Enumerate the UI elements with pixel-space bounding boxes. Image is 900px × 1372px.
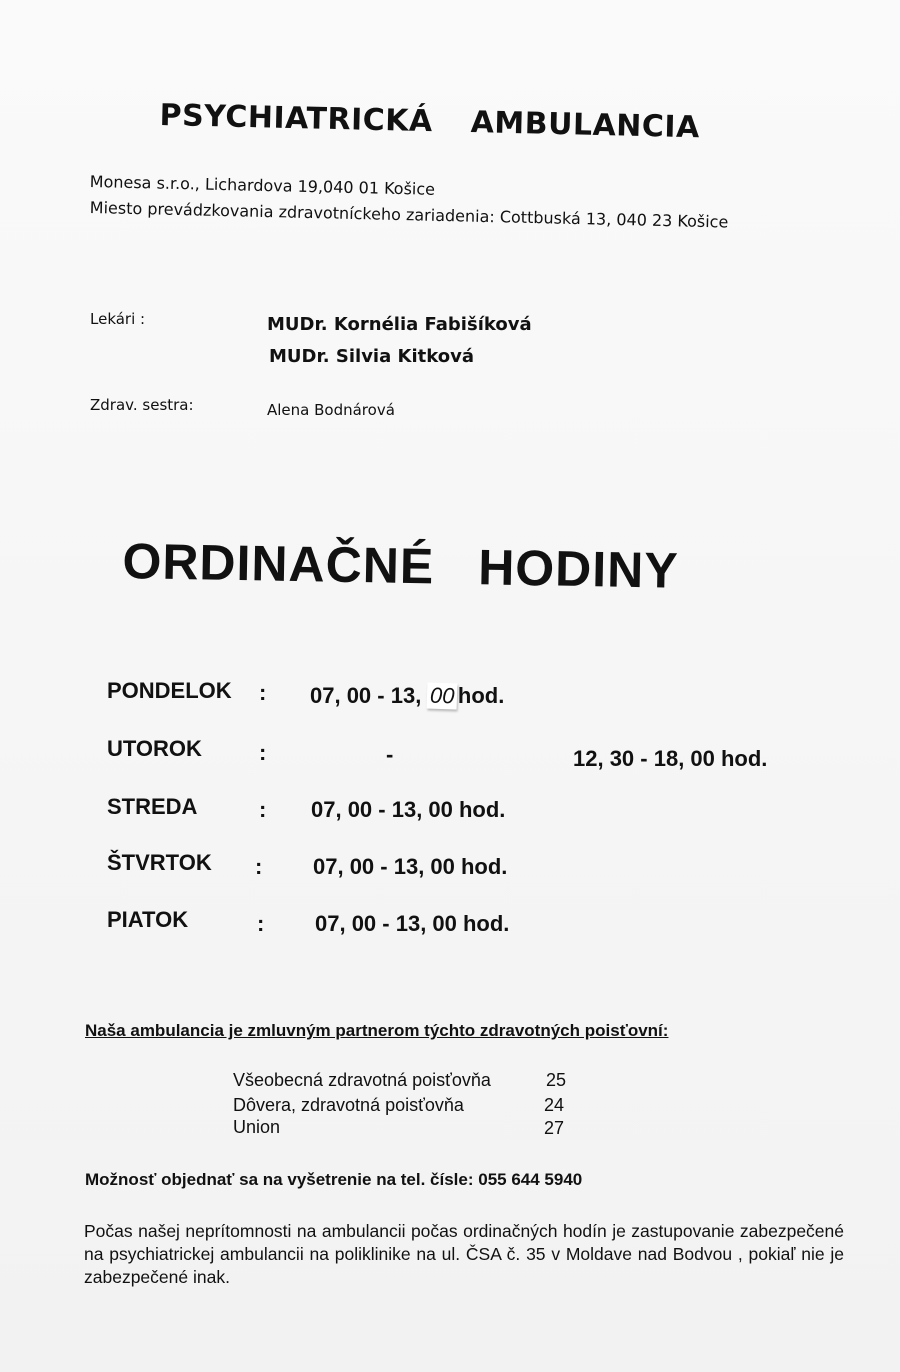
insurer-name: Dôvera, zdravotná poisťovňa	[233, 1095, 464, 1115]
office-hours-title-word1: ORDINAČNÉ	[122, 532, 435, 595]
clinic-title-word2: AMBULANCIA	[470, 105, 701, 146]
insurer-code: 24	[544, 1095, 565, 1115]
hours-thursday: 07, 00 - 13, 00 hod.	[313, 854, 508, 879]
nurse-name: Alena Bodnárová	[267, 401, 395, 419]
handwritten-correction: 00	[427, 682, 458, 709]
day-colon: :	[255, 854, 263, 879]
office-hours-title	[122, 532, 679, 600]
day-colon: :	[257, 911, 265, 936]
day-colon: :	[259, 740, 267, 765]
booking-phone: Možnosť objednať sa na vyšetrenie na tel. čísle: 055 644 5940	[85, 1170, 583, 1189]
substitution-note: Počas našej neprítomnosti na ambulancii počas ordinačných hodín je zastupovanie zabezpečené na psychiatrickej ambulancii na poliklinike na ul. ČSA č. 35 v Moldave nad Bodvou , pokiaľ nie je zabezpečené inak.	[84, 1221, 844, 1287]
day-colon: :	[259, 680, 267, 705]
facility-address: Miesto prevádzkovania zdravotníckeho zariadenia: Cottbuská 13, 040 23 Košice	[89, 198, 729, 232]
hours-suffix: hod.	[457, 683, 505, 708]
doctor-name: MUDr. Kornélia Fabišíková	[267, 314, 532, 335]
day-wednesday: STREDA	[107, 794, 198, 819]
insurer-name: Union	[233, 1117, 281, 1137]
insurer-code: 25	[546, 1070, 567, 1090]
office-hours-title-word2: HODINY	[477, 539, 680, 599]
nurse-label: Zdrav. sestra:	[90, 396, 194, 414]
day-friday: PIATOK	[107, 907, 189, 932]
company-address: Monesa s.r.o., Lichardova 19,040 01 Košice	[89, 172, 436, 199]
hours-tuesday-afternoon: 12, 30 - 18, 00 hod.	[573, 746, 768, 771]
insurer-name: Všeobecná zdravotná poisťovňa	[233, 1070, 491, 1090]
day-thursday: ŠTVRTOK	[107, 850, 212, 875]
clinic-title	[159, 98, 700, 145]
insurer-code: 27	[544, 1118, 565, 1138]
doctors-label: Lekári :	[90, 310, 146, 328]
clinic-title-word1: PSYCHIATRICKÁ	[159, 98, 434, 140]
day-monday: PONDELOK	[107, 678, 232, 703]
hours-friday: 07, 00 - 13, 00 hod.	[315, 911, 510, 936]
hours-tuesday-morning: -	[386, 742, 394, 767]
day-colon: :	[259, 797, 267, 822]
hours-wednesday: 07, 00 - 13, 00 hod.	[311, 797, 506, 822]
hours-monday-start: 07, 00 - 13,	[310, 683, 422, 708]
insurers-heading: Naša ambulancia je zmluvným partnerom týchto zdravotných poisťovní:	[85, 1021, 669, 1040]
hours-monday	[310, 683, 504, 709]
day-tuesday: UTOROK	[107, 736, 202, 761]
doctor-name: MUDr. Silvia Kitková	[269, 346, 474, 367]
